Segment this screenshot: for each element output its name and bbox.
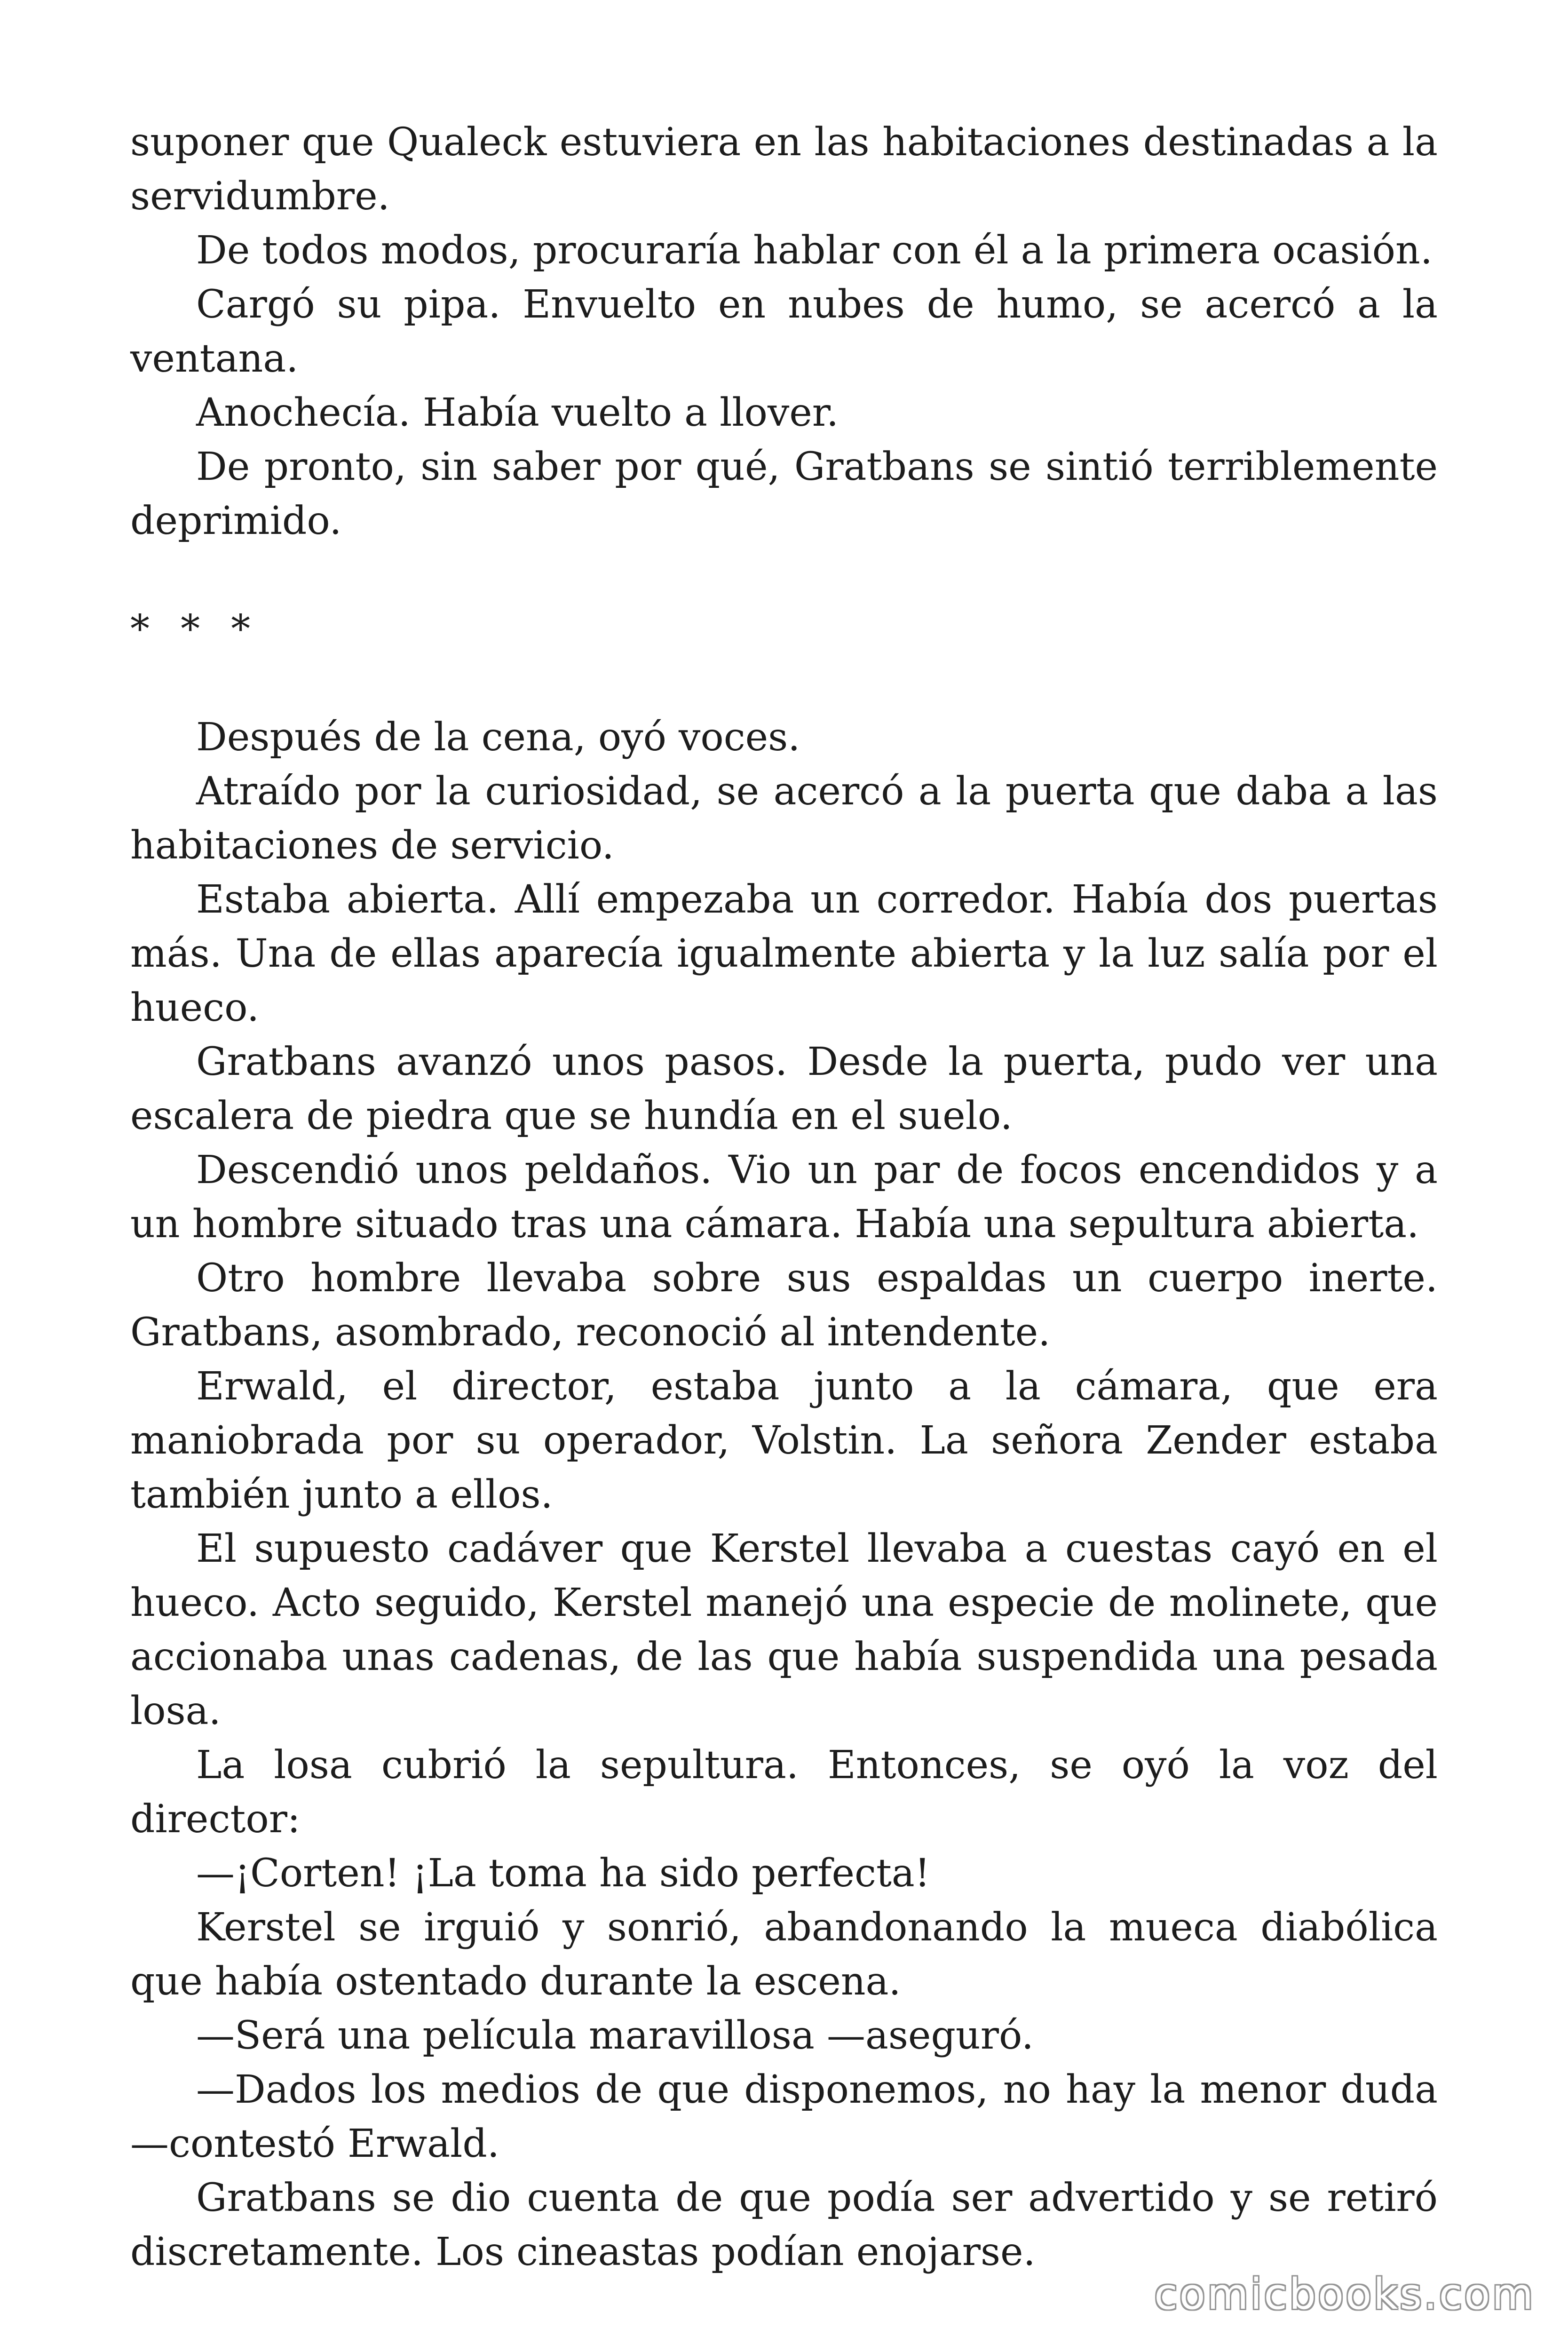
dialogue-line: —Dados los medios de que disponemos, no hay la menor duda —contestó Erwald. [130,2067,1438,2166]
paragraph: Después de la cena, oyó voces. [196,715,800,760]
paragraph: Kerstel se irguió y sonrió, abandonando la mueca diabólica que había ostentado durante la escena. [130,1905,1438,2004]
paragraph: La losa cubrió la sepultura. Entonces, se oyó la voz del director: [130,1743,1438,1842]
paragraph: Gratbans se dio cuenta de que podía ser advertido y se retiró discretamente. Los cineastas podían enojarse. [130,2176,1438,2274]
paragraph: Cargó su pipa. Envuelto en nubes de humo, se acercó a la ventana. [130,282,1438,381]
watermark-logo: comicbooks.com [1154,2270,1535,2319]
paragraph: Anochecía. Había vuelto a llover. [196,390,839,435]
paragraph: De todos modos, procuraría hablar con él a la primera ocasión. [196,228,1433,273]
dialogue-line: —Será una película maravillosa —aseguró. [196,2013,1034,2058]
paragraph: Estaba abierta. Allí empezaba un corredor. Había dos puertas más. Una de ellas aparecía igualmente abierta y la luz salía por el hueco. [130,877,1438,1030]
paragraph: Descendió unos peldaños. Vio un par de focos encendidos y a un hombre situado tras una cámara. Había una sepultura abierta. [130,1148,1438,1247]
paragraph-continuation: suponer que Qualeck estuviera en las habitaciones destinadas a la servidumbre. [130,120,1438,219]
page-text [130,115,1438,2279]
paragraph: El supuesto cadáver que Kerstel llevaba a cuestas cayó en el hueco. Acto seguido, Kerstel manejó una especie de molinete, que accionaba unas cadenas, de las que había suspendida una pesada losa. [130,1526,1438,1733]
paragraph: Atraído por la curiosidad, se acercó a la puerta que daba a las habitaciones de servicio. [130,769,1438,868]
paragraph: Otro hombre llevaba sobre sus espaldas un cuerpo inerte. Gratbans, asombrado, reconoció al intendente. [130,1256,1438,1355]
paragraph: Gratbans avanzó unos pasos. Desde la puerta, pudo ver una escalera de piedra que se hundía en el suelo. [130,1040,1438,1138]
paragraph: De pronto, sin saber por qué, Gratbans se sintió terriblemente deprimido. [130,445,1438,543]
dialogue-line: —¡Corten! ¡La toma ha sido perfecta! [196,1851,930,1896]
paragraph: Erwald, el director, estaba junto a la cámara, que era maniobrada por su operador, Volstin. La señora Zender estaba también junto a ellos. [130,1364,1438,1517]
section-separator: * * * [130,607,260,652]
